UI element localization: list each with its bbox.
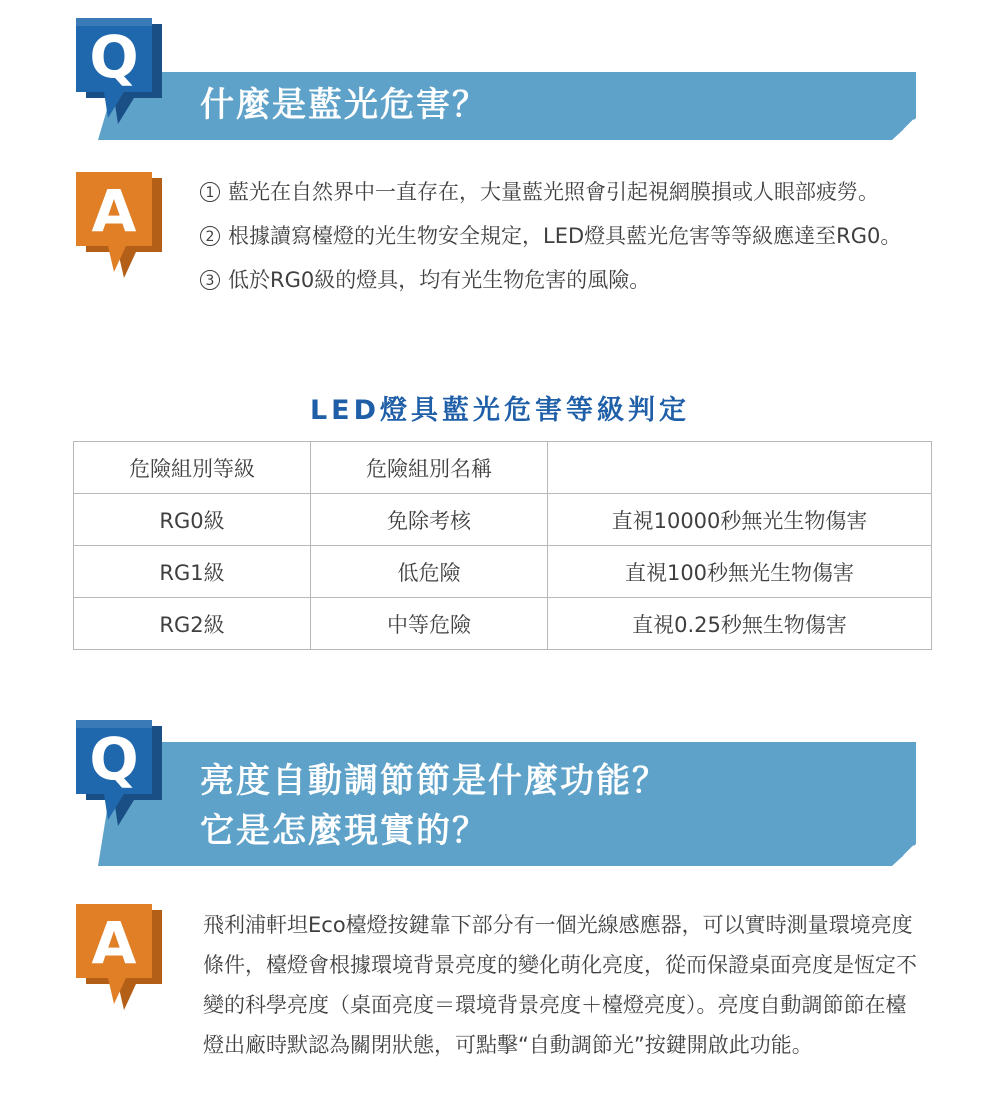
table-cell: 免除考核 bbox=[311, 494, 548, 546]
table-cell: 直視10000秒無光生物傷害 bbox=[548, 494, 932, 546]
a-badge-1 bbox=[74, 170, 158, 280]
q-badge-2 bbox=[74, 718, 158, 828]
a-letter: A bbox=[91, 909, 137, 977]
q-letter: Q bbox=[89, 725, 139, 793]
table-cell: 低危險 bbox=[311, 546, 548, 598]
table-header: 危險組別等級 bbox=[74, 442, 311, 494]
question-title-1: 什麼是藍光危害？ bbox=[200, 85, 488, 125]
q-badge-1 bbox=[74, 16, 158, 126]
table-row bbox=[74, 546, 932, 598]
question-banner-2 bbox=[96, 738, 920, 870]
q-letter: Q bbox=[89, 23, 139, 91]
answer-item bbox=[200, 262, 920, 298]
question-title-2-line1: 亮度自動調節節是什麼功能？ bbox=[200, 761, 668, 801]
a-letter: A bbox=[91, 177, 137, 245]
answer-text: 根據讀寫檯燈的光生物安全規定，LED燈具藍光危害等等級應達至RG0。 bbox=[228, 224, 902, 248]
answer-list-1 bbox=[200, 174, 920, 298]
table-row bbox=[74, 598, 932, 650]
table-title: LED燈具藍光危害等級判定 bbox=[309, 395, 691, 426]
answer-item bbox=[200, 218, 920, 254]
table-header: 危險組別名稱 bbox=[311, 442, 548, 494]
table-cell: 直視100秒無光生物傷害 bbox=[548, 546, 932, 598]
table-cell: RG0級 bbox=[74, 494, 311, 546]
question-banner-1 bbox=[96, 68, 920, 144]
item-number: 1 bbox=[200, 182, 220, 202]
item-number: 3 bbox=[200, 270, 220, 290]
table-header-row bbox=[74, 442, 932, 494]
item-number: 2 bbox=[200, 226, 220, 246]
question-title-2-line2: 它是怎麼現實的？ bbox=[200, 811, 488, 851]
table-cell: 直視0.25秒無生物傷害 bbox=[548, 598, 932, 650]
table-cell: RG2級 bbox=[74, 598, 311, 650]
table-cell: 中等危險 bbox=[311, 598, 548, 650]
table-row bbox=[74, 494, 932, 546]
answer-paragraph-2: 飛利浦軒坦Eco檯燈按鍵靠下部分有一個光線感應器，可以實時測量環境亮度條件，檯燈會根據環境背景亮度的變化萌化亮度，從而保證桌面亮度是恆定不變的科學亮度（桌面亮度＝環境背景亮度＋檯燈亮度）。亮度自動調節節在檯燈出廠時默認為關閉狀態，可點擊“自動調節光”按鍵開啟此功能。 bbox=[203, 913, 917, 1057]
answer-text: 低於RG0級的燈具，均有光生物危害的風險。 bbox=[228, 268, 651, 292]
table-header bbox=[548, 442, 932, 494]
blue-light-grade-table bbox=[73, 441, 932, 650]
a-badge-2 bbox=[74, 902, 158, 1012]
answer-item bbox=[200, 174, 920, 210]
answer-text: 藍光在自然界中一直存在，大量藍光照會引起視網膜損或人眼部疲勞。 bbox=[228, 180, 879, 204]
table-cell: RG1級 bbox=[74, 546, 311, 598]
